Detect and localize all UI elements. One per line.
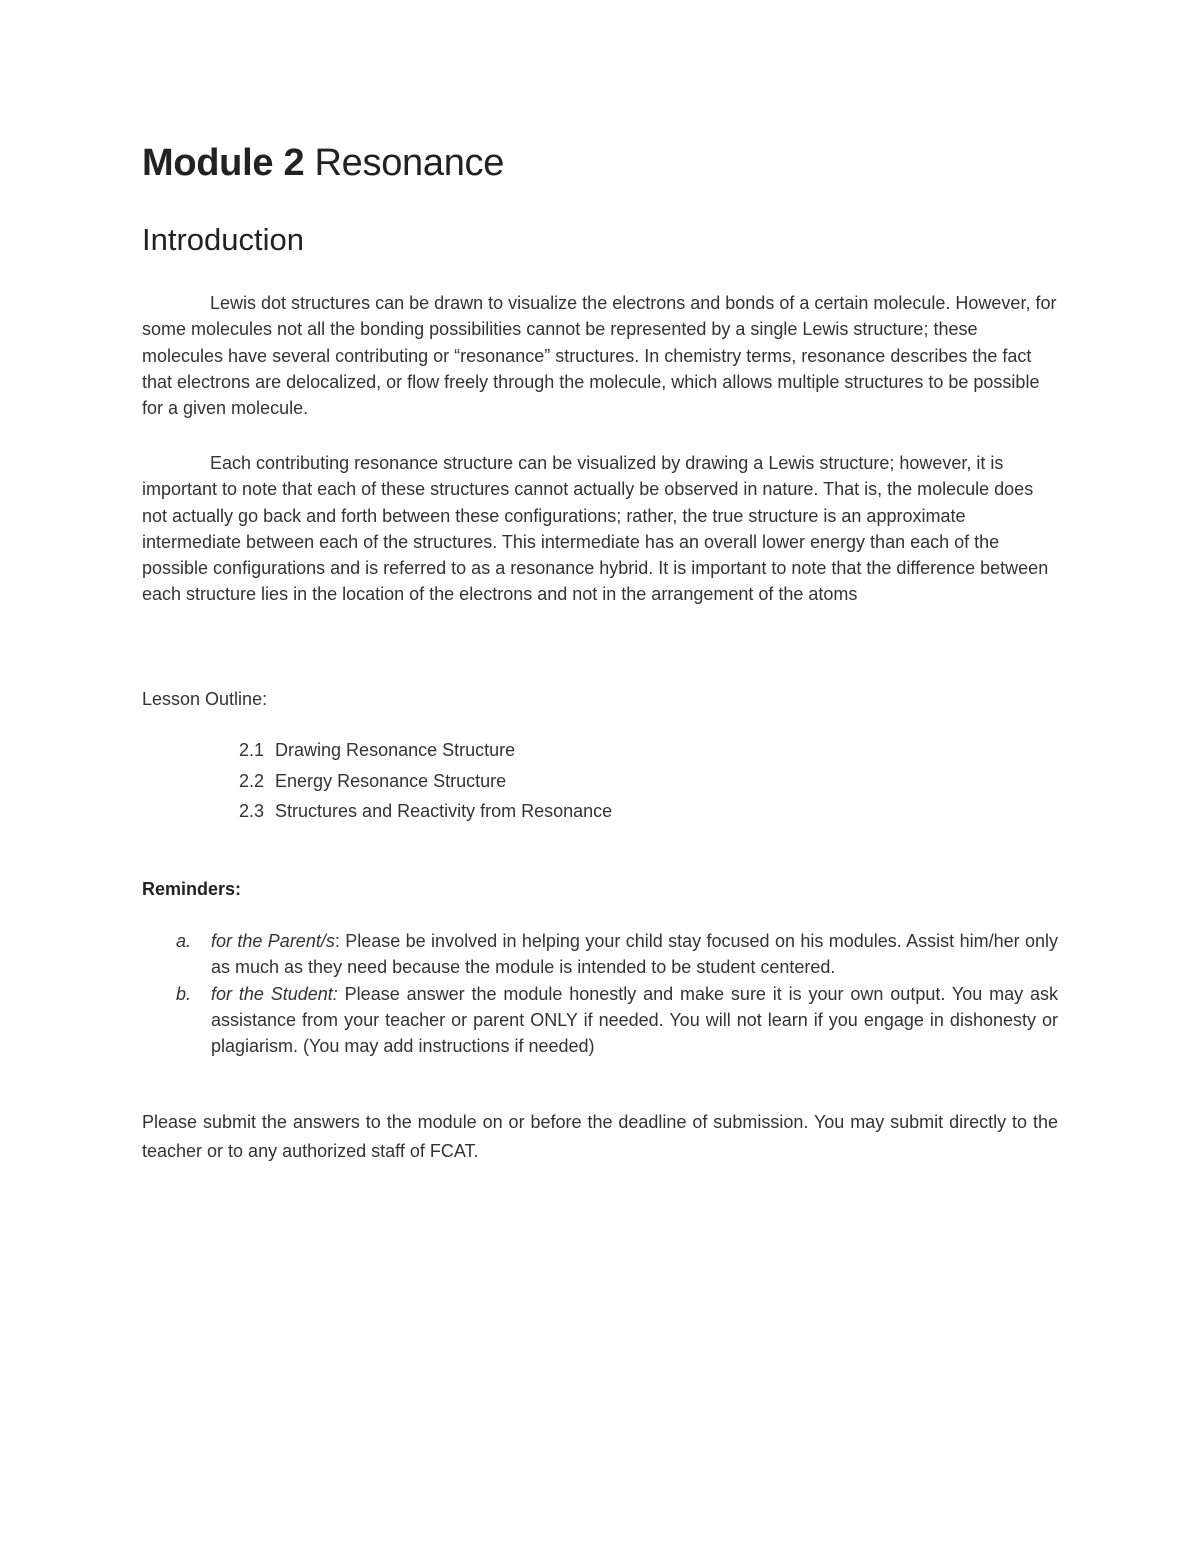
section-heading-introduction: Introduction (142, 222, 304, 257)
outline-item (239, 737, 612, 768)
outline-item-text: Energy Resonance Structure (275, 770, 507, 791)
outline-item-text: Structures and Reactivity from Resonance (275, 801, 613, 821)
title-topic: Resonance (304, 142, 505, 184)
reminder-audience: for the Parent/s (211, 931, 335, 951)
outline-item (239, 798, 612, 829)
lesson-outline-label: Lesson Outline: (142, 689, 268, 709)
reminder-letter: b. (176, 983, 192, 1004)
reminders-list (142, 928, 1058, 1059)
reminder-letter: a. (176, 931, 192, 951)
reminder-text: Please answer the module honestly and make sure it is your own output. You may ask assistance from your teacher or parent ONLY if needed. You will not learn if you engage in dishonesty or plagiarism. (You may add instructions if needed) (211, 983, 1058, 1057)
intro-paragraph-2: Each contributing resonance structure can be visualized by drawing a Lewis structure; however, it is important to note that each of these structures cannot actually be observed in nature. That is, the molecule does not actually go back and forth between these configurations; rather, the true structure is an approximate intermediate between each of the structures. This intermediate has an overall lower energy than each of the possible configurations and is referred to as a resonance hybrid. It is important to note that the difference between each structure lies in the location of the electrons and not in the arrangement of the atoms (142, 453, 1049, 605)
page-title (142, 142, 504, 185)
reminder-text: : Please be involved in helping your child stay focused on his modules. Assist him/her only as much as they need because the module is intended to be student centered. (211, 931, 1058, 978)
intro-paragraph-1: Lewis dot structures can be drawn to visualize the electrons and bonds of a certain molecule. However, for some molecules not all the bonding possibilities cannot be represented by a single Lewis structure; these molecules have several contributing or “resonance” structures. In chemistry terms, resonance describes the fact that electrons are delocalized, or flow freely through the molecule, which allows multiple structures to be possible for a given molecule. (142, 293, 1057, 419)
reminders-label: Reminders: (142, 879, 242, 899)
outline-item-number: 2.3 (239, 801, 265, 821)
outline-item-number: 2.2 (239, 770, 265, 791)
outline-item-number: 2.1 (239, 740, 265, 760)
lesson-outline-list (239, 737, 612, 829)
outline-item (239, 768, 612, 799)
outline-item-text: Drawing Resonance Structure (275, 740, 516, 760)
title-module-number: Module 2 (142, 142, 305, 184)
reminder-item-student (142, 981, 1058, 1060)
submission-note: Please submit the answers to the module on or before the deadline of submission. You may submit directly to the teacher or to any authorized staff of FCAT. (142, 1112, 1058, 1161)
reminder-audience: for the Student: (211, 983, 338, 1004)
reminder-item-parent (142, 928, 1058, 981)
